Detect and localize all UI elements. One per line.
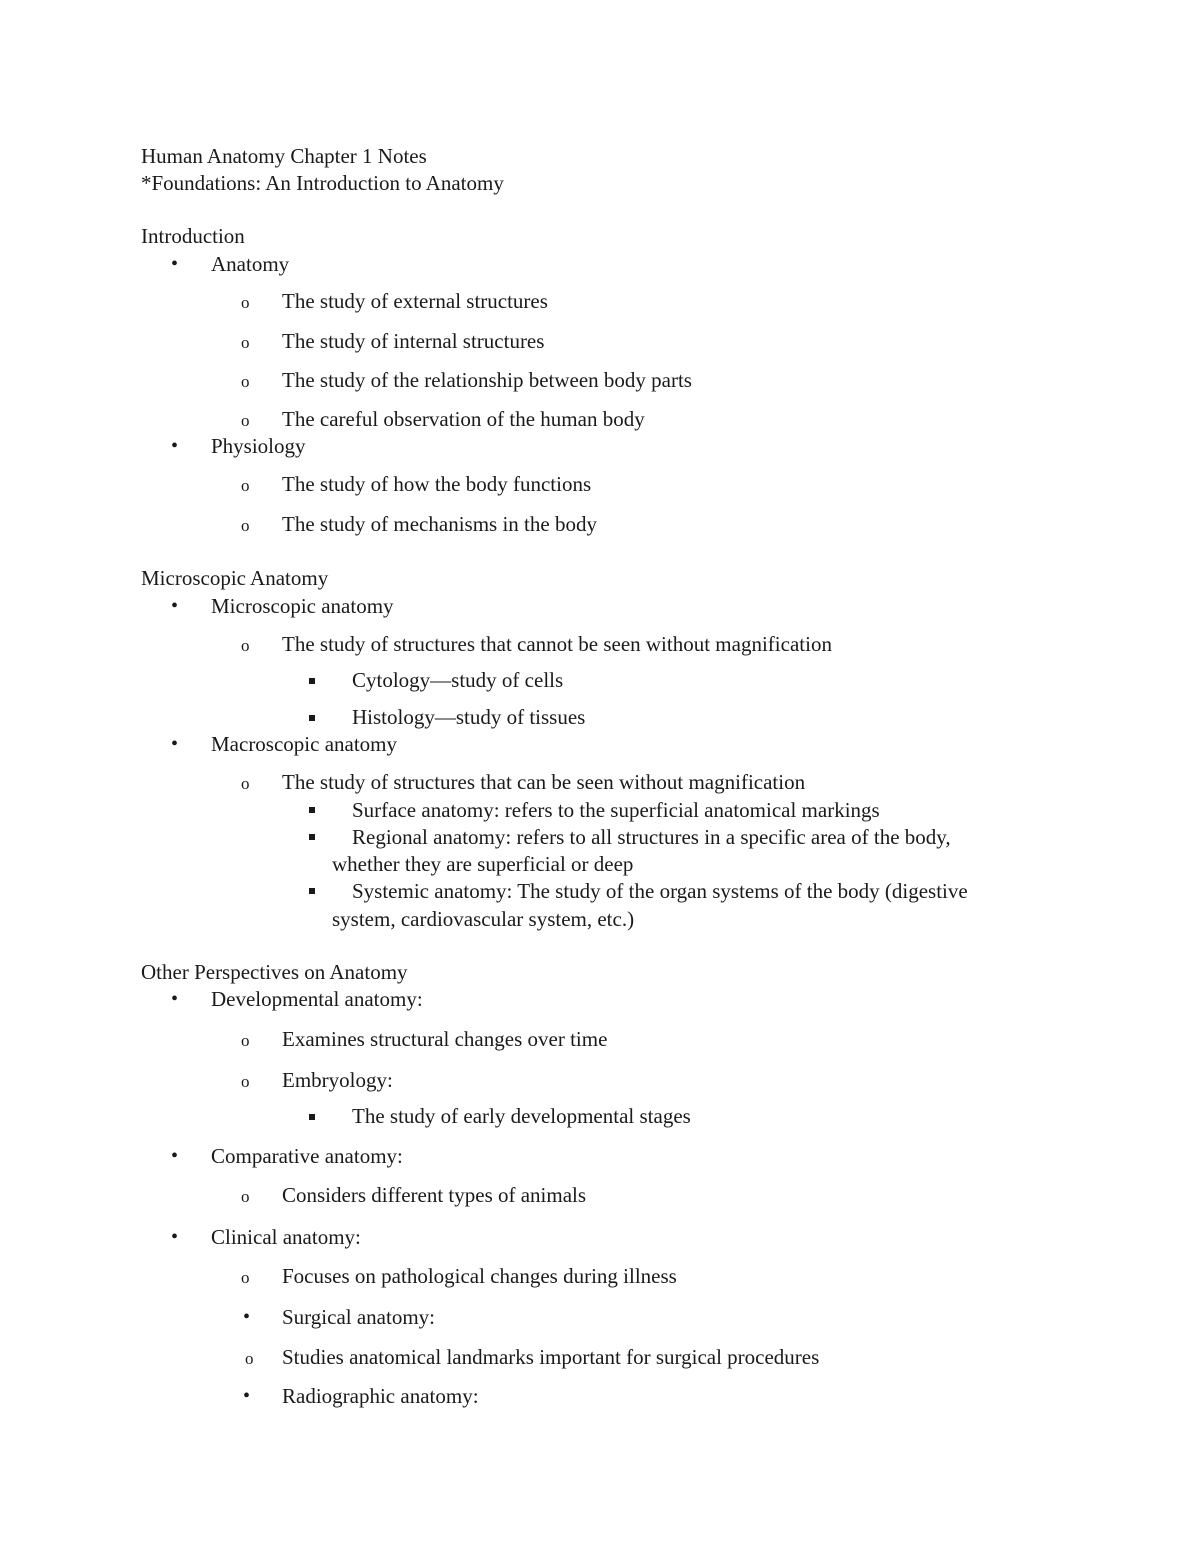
list-item: Cytology—study of cells bbox=[352, 668, 564, 692]
square-bullet-icon bbox=[309, 715, 315, 721]
circle-marker: o bbox=[241, 1268, 250, 1287]
list-item: Focuses on pathological changes during illness bbox=[282, 1264, 677, 1288]
circle-marker: o bbox=[241, 293, 250, 312]
list-item: Considers different types of animals bbox=[282, 1183, 587, 1207]
list-item-continuation: system, cardiovascular system, etc.) bbox=[332, 907, 635, 931]
bullet-marker: • bbox=[171, 253, 179, 275]
circle-marker: o bbox=[241, 516, 250, 535]
list-item: The study of how the body functions bbox=[282, 472, 592, 496]
list-item: Embryology: bbox=[282, 1068, 393, 1092]
square-bullet-icon bbox=[309, 888, 315, 894]
list-item: Regional anatomy: refers to all structures in a specific area of the body, bbox=[352, 825, 951, 849]
list-item: Surface anatomy: refers to the superficial anatomical markings bbox=[352, 798, 880, 822]
square-bullet-icon bbox=[309, 834, 315, 840]
bullet-marker: • bbox=[171, 435, 179, 457]
section-heading-other: Other Perspectives on Anatomy bbox=[141, 960, 408, 984]
bullet-marker: • bbox=[171, 733, 179, 755]
section-heading-introduction: Introduction bbox=[141, 224, 245, 248]
list-item: Studies anatomical landmarks important for surgical procedures bbox=[282, 1345, 820, 1369]
circle-marker: o bbox=[241, 333, 250, 352]
list-item: The careful observation of the human body bbox=[282, 407, 645, 431]
bullet-marker: • bbox=[171, 595, 179, 617]
bullet-marker: • bbox=[243, 1385, 251, 1407]
list-item: Comparative anatomy: bbox=[211, 1144, 403, 1168]
circle-marker: o bbox=[241, 636, 250, 655]
square-bullet-icon bbox=[309, 678, 315, 684]
circle-marker: o bbox=[241, 1031, 250, 1050]
bullet-marker: • bbox=[171, 1145, 179, 1167]
square-bullet-icon bbox=[309, 807, 315, 813]
list-item: Radiographic anatomy: bbox=[282, 1384, 479, 1408]
circle-marker: o bbox=[245, 1349, 254, 1368]
list-item: Histology—study of tissues bbox=[352, 705, 586, 729]
list-item: Macroscopic anatomy bbox=[211, 732, 398, 756]
list-item: Clinical anatomy: bbox=[211, 1225, 361, 1249]
list-item: Developmental anatomy: bbox=[211, 987, 423, 1011]
list-item: The study of structures that can be seen without magnification bbox=[282, 770, 806, 794]
list-item: The study of early developmental stages bbox=[352, 1104, 691, 1128]
list-item: Surgical anatomy: bbox=[282, 1305, 435, 1329]
bullet-marker: • bbox=[243, 1306, 251, 1328]
circle-marker: o bbox=[241, 476, 250, 495]
list-item-continuation: whether they are superficial or deep bbox=[332, 852, 634, 876]
list-item: Systemic anatomy: The study of the organ systems of the body (digestive bbox=[352, 879, 968, 903]
list-item: Anatomy bbox=[211, 252, 290, 276]
square-bullet-icon bbox=[309, 1114, 315, 1120]
list-item: Microscopic anatomy bbox=[211, 594, 394, 618]
circle-marker: o bbox=[241, 774, 250, 793]
bullet-marker: • bbox=[171, 1226, 179, 1248]
circle-marker: o bbox=[241, 1072, 250, 1091]
bullet-marker: • bbox=[171, 988, 179, 1010]
list-item: The study of the relationship between body parts bbox=[282, 368, 692, 392]
section-heading-microscopic: Microscopic Anatomy bbox=[141, 566, 329, 590]
list-item: Physiology bbox=[211, 434, 306, 458]
list-item: The study of mechanisms in the body bbox=[282, 512, 597, 536]
circle-marker: o bbox=[241, 372, 250, 391]
list-item: The study of internal structures bbox=[282, 329, 545, 353]
list-item: The study of external structures bbox=[282, 289, 548, 313]
circle-marker: o bbox=[241, 1187, 250, 1206]
doc-title: Human Anatomy Chapter 1 Notes bbox=[141, 144, 427, 168]
list-item: Examines structural changes over time bbox=[282, 1027, 608, 1051]
list-item: The study of structures that cannot be seen without magnification bbox=[282, 632, 832, 656]
doc-subtitle: *Foundations: An Introduction to Anatomy bbox=[141, 171, 504, 195]
circle-marker: o bbox=[241, 411, 250, 430]
